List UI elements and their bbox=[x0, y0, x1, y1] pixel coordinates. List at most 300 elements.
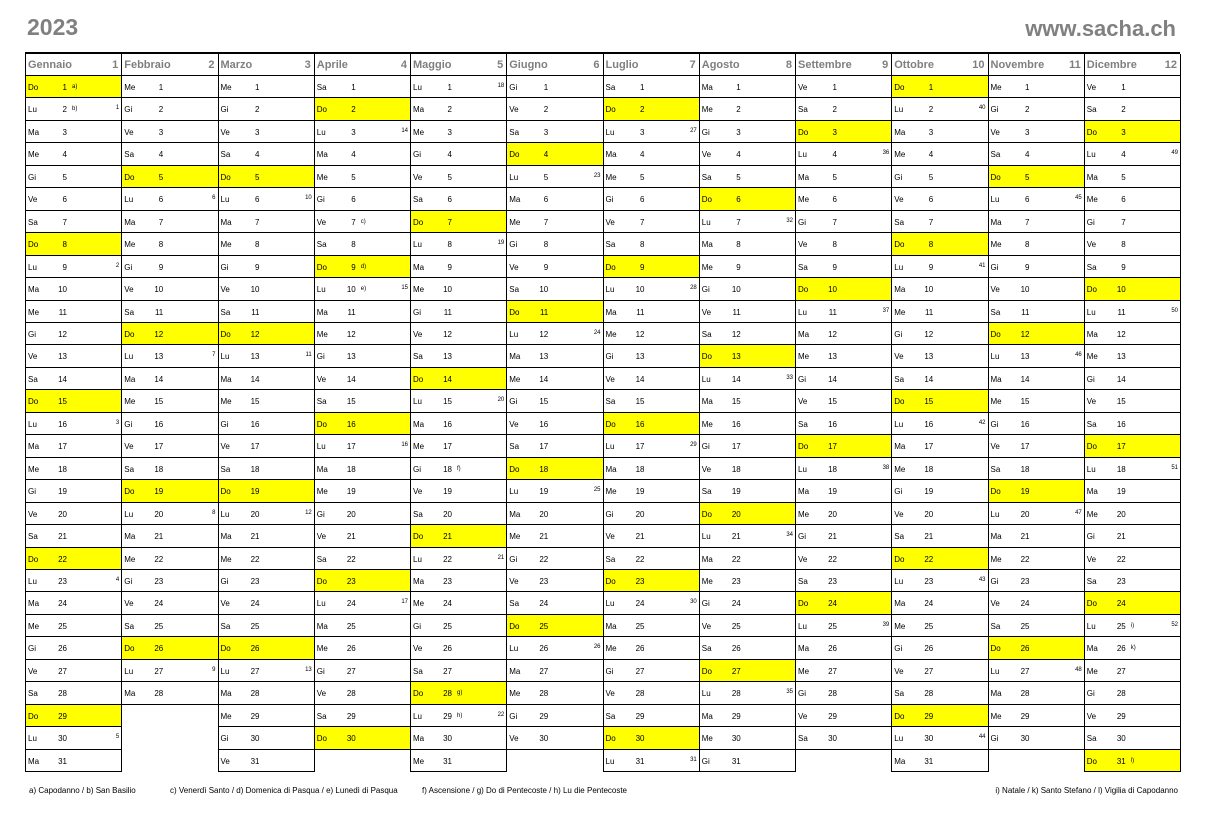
weekday-label: Do bbox=[28, 554, 39, 564]
day-number: 13 bbox=[539, 352, 549, 362]
day-row bbox=[989, 233, 1084, 255]
day-row bbox=[26, 98, 121, 120]
weekday-label: Gi bbox=[220, 105, 229, 115]
day-row bbox=[219, 413, 314, 435]
day-number: 6 bbox=[832, 195, 837, 205]
weekday-label: Ve bbox=[701, 464, 712, 474]
day-number: 29 bbox=[250, 711, 260, 721]
day-row bbox=[989, 727, 1084, 749]
day-row bbox=[700, 727, 795, 749]
day-number: 16 bbox=[1020, 419, 1030, 429]
weekday-label: Ve bbox=[990, 442, 1000, 452]
day-number: 30 bbox=[635, 734, 645, 744]
weekday-label: Do bbox=[220, 172, 231, 182]
day-row bbox=[26, 525, 121, 547]
day-number: 24 bbox=[154, 599, 164, 609]
day-number: 25 bbox=[924, 621, 934, 631]
day-number: 22 bbox=[58, 554, 67, 564]
day-number: 4 bbox=[736, 150, 741, 160]
day-number: 18 bbox=[1116, 464, 1126, 474]
month-number: 3 bbox=[304, 58, 311, 71]
day-row bbox=[892, 345, 987, 367]
day-row bbox=[411, 278, 506, 300]
day-number: 13 bbox=[154, 352, 164, 362]
day-row bbox=[219, 390, 314, 412]
day-number: 30 bbox=[539, 734, 549, 744]
day-row bbox=[1085, 211, 1180, 233]
day-number: 4 bbox=[928, 150, 934, 160]
weekday-label: Gi bbox=[124, 576, 133, 586]
day-number: 25 bbox=[635, 621, 645, 631]
day-number: 25 bbox=[58, 621, 67, 631]
day-row bbox=[315, 413, 410, 435]
day-row bbox=[796, 682, 891, 704]
day-row bbox=[315, 233, 410, 255]
weekday-label: Ve bbox=[894, 666, 904, 676]
weekday-label: Me bbox=[798, 666, 810, 676]
day-row bbox=[315, 480, 410, 502]
day-row bbox=[796, 615, 891, 637]
weekday-label: Ve bbox=[509, 576, 519, 586]
day-row bbox=[122, 480, 217, 502]
week-number: 23 bbox=[593, 172, 601, 179]
week-number: 50 bbox=[1171, 307, 1178, 314]
week-number: 31 bbox=[690, 756, 697, 763]
day-number: 3 bbox=[62, 127, 67, 137]
day-number: 19 bbox=[58, 487, 67, 497]
day-number: 20 bbox=[346, 509, 356, 519]
weekday-label: Do bbox=[894, 83, 905, 92]
day-row bbox=[989, 570, 1084, 592]
weekday-label: Ma bbox=[124, 689, 136, 699]
day-row bbox=[1085, 503, 1180, 525]
day-row bbox=[315, 323, 410, 345]
day-number: 31 bbox=[250, 756, 260, 766]
weekday-label: Ma bbox=[798, 172, 810, 182]
day-number: 15 bbox=[731, 397, 741, 407]
day-row bbox=[219, 727, 314, 749]
weekday-label: Do bbox=[28, 711, 39, 721]
day-row bbox=[604, 503, 699, 525]
weekday-label: Sa bbox=[798, 419, 808, 429]
day-number: 2 bbox=[62, 105, 67, 115]
weekday-label: Lu bbox=[220, 352, 230, 362]
day-number: 3 bbox=[543, 127, 549, 137]
day-number: 12 bbox=[58, 329, 67, 339]
footnote-easter: c) Venerdì Santo / d) Domenica di Pasqua / e) Lunedì di Pasqua bbox=[170, 786, 398, 795]
day-number: 30 bbox=[1020, 734, 1030, 744]
day-number: 10 bbox=[346, 285, 356, 295]
day-number: 10 bbox=[443, 285, 452, 295]
day-row bbox=[26, 503, 121, 525]
day-row bbox=[892, 121, 987, 143]
weekday-label: Sa bbox=[124, 150, 135, 160]
day-row bbox=[989, 211, 1084, 233]
day-number: 17 bbox=[1020, 442, 1030, 452]
weekday-label: Ve bbox=[509, 105, 519, 115]
day-row bbox=[700, 413, 795, 435]
day-row bbox=[604, 256, 699, 278]
week-number: 4 bbox=[115, 576, 120, 583]
weekday-label: Ma bbox=[509, 666, 521, 676]
weekday-label: Lu bbox=[413, 240, 422, 250]
day-row bbox=[1085, 592, 1180, 614]
day-number: 7 bbox=[832, 217, 837, 227]
day-row bbox=[1085, 727, 1180, 749]
day-number: 3 bbox=[255, 127, 260, 137]
day-row bbox=[26, 413, 121, 435]
day-row bbox=[26, 435, 121, 457]
day-number: 3 bbox=[1121, 127, 1126, 137]
day-number: 23 bbox=[58, 576, 67, 586]
day-number: 9 bbox=[62, 262, 67, 272]
day-number: 22 bbox=[250, 554, 260, 564]
weekday-label: Do bbox=[605, 419, 616, 429]
weekday-label: Lu bbox=[894, 734, 904, 744]
day-row bbox=[219, 301, 314, 323]
day-number: 1 bbox=[158, 83, 164, 92]
day-number: 26 bbox=[731, 644, 741, 654]
day-row bbox=[796, 368, 891, 390]
day-number: 13 bbox=[635, 352, 645, 362]
day-number: 2 bbox=[158, 105, 164, 115]
weekday-label: Sa bbox=[509, 442, 520, 452]
weekday-label: Ve bbox=[990, 599, 1000, 609]
day-row bbox=[219, 233, 314, 255]
day-number: 25 bbox=[539, 621, 549, 631]
day-number: 25 bbox=[731, 621, 741, 631]
day-row bbox=[411, 211, 506, 233]
day-row bbox=[1085, 637, 1180, 659]
week-number: 33 bbox=[786, 374, 793, 381]
day-number: 4 bbox=[447, 150, 452, 160]
day-number: 24 bbox=[443, 599, 452, 609]
weekday-label: Lu bbox=[1086, 307, 1096, 317]
week-number: 26 bbox=[593, 644, 601, 651]
holiday-marker: i) bbox=[1130, 622, 1135, 629]
day-row bbox=[219, 256, 314, 278]
day-row bbox=[1085, 525, 1180, 547]
week-number: 42 bbox=[978, 419, 986, 426]
weekday-label: Lu bbox=[413, 83, 422, 92]
day-row bbox=[1085, 345, 1180, 367]
day-row bbox=[26, 256, 121, 278]
day-row bbox=[989, 121, 1084, 143]
month-name: Settembre bbox=[798, 58, 852, 71]
weekday-label: Do bbox=[798, 127, 809, 137]
day-number: 22 bbox=[539, 554, 549, 564]
day-row bbox=[700, 211, 795, 233]
holiday-marker: d) bbox=[360, 263, 367, 270]
day-row bbox=[122, 233, 217, 255]
day-row bbox=[700, 301, 795, 323]
weekday-label: Me bbox=[28, 621, 40, 631]
month-column-febbraio bbox=[122, 54, 218, 772]
day-number: 4 bbox=[1121, 150, 1126, 160]
weekday-label: Lu bbox=[605, 756, 615, 766]
day-number: 8 bbox=[543, 240, 549, 250]
week-number: 35 bbox=[786, 689, 793, 696]
day-row bbox=[507, 143, 602, 165]
day-number: 28 bbox=[731, 689, 741, 699]
day-number: 11 bbox=[251, 307, 260, 317]
weekday-label: Ma bbox=[220, 532, 232, 542]
day-number: 6 bbox=[255, 195, 260, 205]
day-number: 23 bbox=[635, 576, 645, 586]
day-number: 8 bbox=[158, 240, 164, 250]
weekday-label: Sa bbox=[894, 374, 905, 384]
weekday-label: Me bbox=[124, 554, 136, 564]
day-number: 13 bbox=[346, 352, 356, 362]
empty-space bbox=[989, 750, 1084, 772]
month-header bbox=[700, 54, 795, 76]
day-row bbox=[26, 368, 121, 390]
weekday-label: Gi bbox=[605, 352, 614, 362]
day-number: 20 bbox=[250, 509, 260, 519]
day-row bbox=[315, 682, 410, 704]
day-number: 3 bbox=[158, 127, 164, 137]
day-number: 20 bbox=[924, 509, 934, 519]
day-number: 7 bbox=[62, 217, 67, 227]
weekday-label: Me bbox=[894, 307, 906, 317]
day-number: 3 bbox=[447, 127, 452, 137]
weekday-label: Ve bbox=[509, 734, 519, 744]
day-row bbox=[700, 166, 795, 188]
day-number: 9 bbox=[736, 262, 741, 272]
day-row bbox=[892, 323, 987, 345]
day-number: 24 bbox=[924, 599, 934, 609]
day-number: 23 bbox=[1020, 576, 1030, 586]
day-number: 7 bbox=[543, 217, 549, 227]
week-number: 19 bbox=[497, 240, 505, 247]
day-number: 6 bbox=[447, 195, 452, 205]
day-row bbox=[892, 637, 987, 659]
day-number: 18 bbox=[635, 464, 645, 474]
day-number: 26 bbox=[828, 644, 837, 654]
month-header bbox=[892, 54, 987, 76]
day-number: 29 bbox=[58, 711, 67, 721]
day-row bbox=[989, 166, 1084, 188]
day-row bbox=[315, 256, 410, 278]
footnote-jan: a) Capodanno / b) San Basilio bbox=[29, 786, 136, 795]
footnote-pentecost: f) Ascensione / g) Do di Pentecoste / h) Lu die Pentecoste bbox=[422, 786, 628, 795]
weekday-label: Sa bbox=[990, 464, 1001, 474]
day-row bbox=[700, 503, 795, 525]
day-row bbox=[219, 323, 314, 345]
day-row bbox=[219, 98, 314, 120]
day-number: 7 bbox=[640, 217, 645, 227]
day-row bbox=[507, 166, 602, 188]
week-number: 43 bbox=[978, 576, 986, 583]
day-row bbox=[26, 301, 121, 323]
weekday-label: Ve bbox=[605, 689, 615, 699]
day-number: 5 bbox=[255, 172, 260, 182]
weekday-label: Ve bbox=[1086, 554, 1097, 564]
day-row bbox=[315, 278, 410, 300]
weekday-label: Lu bbox=[701, 217, 711, 227]
weekday-label: Gi bbox=[220, 419, 229, 429]
weekday-label: Me bbox=[798, 195, 810, 205]
weekday-label: Sa bbox=[605, 711, 616, 721]
day-row bbox=[989, 435, 1084, 457]
weekday-label: Do bbox=[894, 397, 905, 407]
weekday-label: Ve bbox=[124, 127, 134, 137]
day-number: 29 bbox=[731, 711, 741, 721]
day-row bbox=[1085, 188, 1180, 210]
weekday-label: Ve bbox=[220, 442, 230, 452]
day-number: 9 bbox=[832, 262, 837, 272]
weekday-label: Lu bbox=[413, 711, 422, 721]
weekday-label: Do bbox=[124, 172, 135, 182]
weekday-label: Me bbox=[1086, 352, 1098, 362]
weekday-label: Me bbox=[1086, 666, 1098, 676]
day-number: 11 bbox=[58, 307, 67, 317]
month-name: Gennaio bbox=[28, 58, 73, 71]
day-number: 28 bbox=[346, 689, 356, 699]
weekday-label: Sa bbox=[413, 509, 423, 519]
month-column-maggio bbox=[411, 54, 507, 772]
day-row bbox=[507, 368, 602, 390]
day-number: 18 bbox=[346, 464, 356, 474]
weekday-label: Ma bbox=[894, 756, 906, 766]
day-row bbox=[219, 750, 314, 772]
weekday-label: Gi bbox=[28, 487, 36, 497]
day-number: 21 bbox=[635, 532, 645, 542]
day-row bbox=[122, 390, 217, 412]
day-row bbox=[700, 705, 795, 727]
month-header bbox=[219, 54, 314, 76]
day-row bbox=[604, 121, 699, 143]
day-row bbox=[507, 637, 602, 659]
week-number: 14 bbox=[401, 127, 408, 134]
weekday-label: Ve bbox=[605, 532, 615, 542]
day-row bbox=[219, 166, 314, 188]
day-number: 11 bbox=[539, 307, 549, 317]
weekday-label: Ve bbox=[316, 532, 327, 542]
weekday-label: Sa bbox=[509, 285, 520, 295]
month-column-settembre bbox=[796, 54, 892, 772]
day-row bbox=[411, 750, 506, 772]
day-row bbox=[315, 660, 410, 682]
day-number: 19 bbox=[346, 487, 356, 497]
day-number: 15 bbox=[635, 397, 645, 407]
day-number: 19 bbox=[154, 487, 164, 497]
day-number: 12 bbox=[250, 329, 260, 339]
day-number: 17 bbox=[924, 442, 934, 452]
day-number: 24 bbox=[731, 599, 741, 609]
holiday-marker: h) bbox=[457, 712, 463, 719]
weekday-label: Lu bbox=[220, 666, 230, 676]
day-number: 24 bbox=[250, 599, 260, 609]
day-number: 8 bbox=[640, 240, 645, 250]
day-number: 10 bbox=[1020, 285, 1030, 295]
day-number: 17 bbox=[346, 442, 356, 452]
week-number: 2 bbox=[115, 262, 120, 269]
month-number: 11 bbox=[1069, 58, 1081, 71]
day-row bbox=[315, 166, 410, 188]
day-number: 15 bbox=[1020, 397, 1030, 407]
weekday-label: Ve bbox=[316, 689, 327, 699]
day-number: 20 bbox=[1116, 509, 1126, 519]
day-number: 1 bbox=[640, 83, 645, 92]
weekday-label: Gi bbox=[316, 195, 325, 205]
day-number: 27 bbox=[635, 666, 645, 676]
day-row bbox=[507, 413, 602, 435]
day-row bbox=[315, 368, 410, 390]
day-row bbox=[122, 301, 217, 323]
weekday-label: Do bbox=[124, 329, 135, 339]
weekday-label: Ve bbox=[509, 419, 519, 429]
day-row bbox=[989, 368, 1084, 390]
day-row bbox=[122, 345, 217, 367]
day-row bbox=[1085, 682, 1180, 704]
day-row bbox=[989, 76, 1084, 98]
day-row bbox=[604, 323, 699, 345]
weekday-label: Sa bbox=[28, 217, 38, 227]
day-row bbox=[26, 615, 121, 637]
day-row bbox=[796, 637, 891, 659]
weekday-label: Sa bbox=[413, 195, 423, 205]
weekday-label: Me bbox=[316, 329, 328, 339]
week-number: 9 bbox=[212, 666, 216, 673]
month-name: Luglio bbox=[605, 58, 639, 71]
weekday-label: Gi bbox=[605, 666, 614, 676]
day-row bbox=[315, 143, 410, 165]
day-row bbox=[989, 390, 1084, 412]
day-row bbox=[411, 480, 506, 502]
day-number: 25 bbox=[250, 621, 260, 631]
day-number: 24 bbox=[346, 599, 356, 609]
day-row bbox=[411, 570, 506, 592]
weekday-label: Me bbox=[124, 83, 136, 92]
day-row bbox=[411, 705, 506, 727]
weekday-label: Sa bbox=[509, 127, 520, 137]
day-row bbox=[1085, 143, 1180, 165]
weekday-label: Lu bbox=[413, 397, 422, 407]
weekday-label: Do bbox=[28, 397, 39, 407]
weekday-label: Ma bbox=[1086, 329, 1098, 339]
day-row bbox=[26, 682, 121, 704]
day-number: 9 bbox=[543, 262, 549, 272]
day-number: 24 bbox=[58, 599, 67, 609]
day-number: 15 bbox=[539, 397, 549, 407]
weekday-label: Ma bbox=[124, 217, 136, 227]
weekday-label: Lu bbox=[124, 195, 134, 205]
day-row bbox=[411, 188, 506, 210]
day-row bbox=[892, 548, 987, 570]
weekday-label: Ve bbox=[605, 217, 615, 227]
weekday-label: Me bbox=[701, 262, 713, 272]
month-name: Ottobre bbox=[894, 58, 934, 71]
day-number: 31 bbox=[1116, 756, 1126, 766]
day-number: 17 bbox=[1116, 442, 1126, 452]
day-row bbox=[604, 727, 699, 749]
month-header bbox=[507, 54, 602, 76]
day-row bbox=[26, 390, 121, 412]
weekday-label: Ve bbox=[316, 374, 327, 384]
weekday-label: Lu bbox=[316, 442, 326, 452]
day-number: 18 bbox=[731, 464, 741, 474]
day-number: 30 bbox=[828, 734, 837, 744]
weekday-label: Lu bbox=[990, 195, 1000, 205]
day-number: 4 bbox=[62, 150, 67, 160]
weekday-label: Ma bbox=[124, 374, 136, 384]
day-row bbox=[604, 301, 699, 323]
day-row bbox=[700, 188, 795, 210]
weekday-label: Do bbox=[701, 352, 712, 362]
weekday-label: Gi bbox=[990, 576, 999, 586]
day-number: 15 bbox=[828, 397, 837, 407]
